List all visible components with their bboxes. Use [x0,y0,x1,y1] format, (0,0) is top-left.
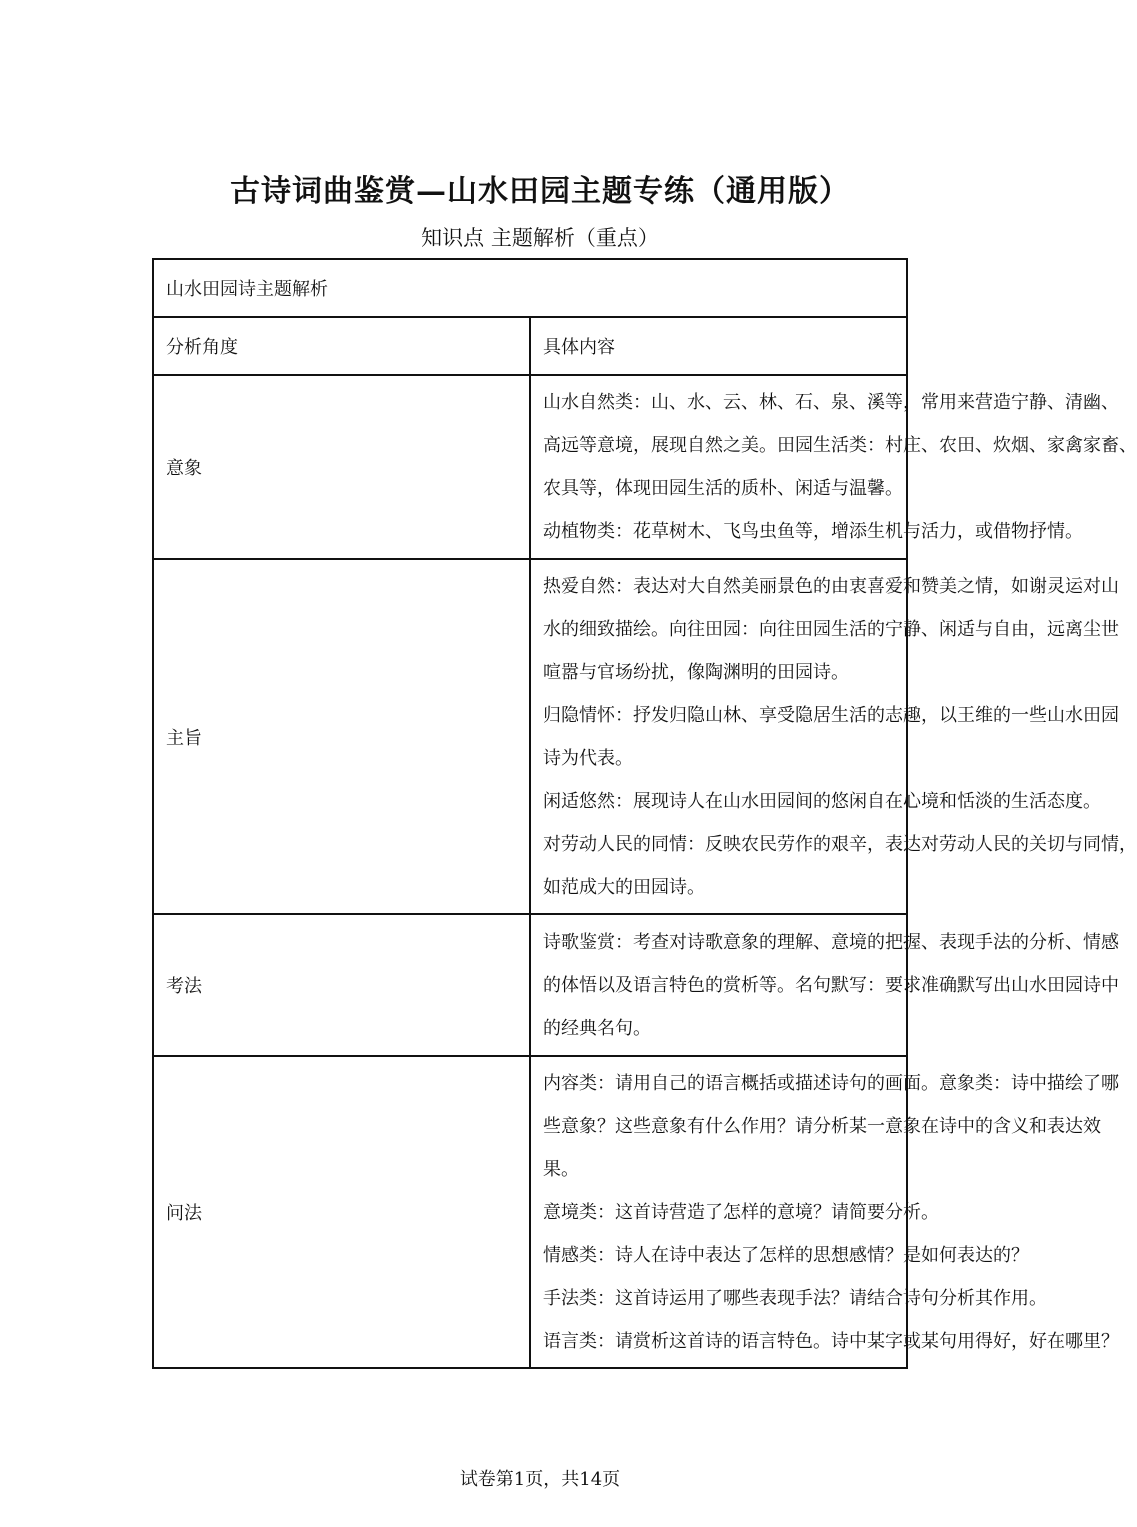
table-row [153,559,907,914]
header-specific-content: 具体内容 [530,317,907,375]
content-line: 水的细致描绘。向往田园：向往田园生活的宁静、闲适与自由，远离尘世 [543,618,1119,640]
content-line: 意境类：这首诗营造了怎样的意境？请简要分析。 [543,1201,939,1223]
row-content [530,375,1137,559]
content-line: 如范成大的田园诗。 [543,876,705,898]
content-line: 对劳动人民的同情：反映农民劳作的艰辛，表达对劳动人民的关切与同情， [543,833,1137,855]
table-caption-row [153,259,907,317]
content-line: 高远等意境，展现自然之美。田园生活类：村庄、农田、炊烟、家禽家畜、 [543,435,1137,456]
row-label: 考法 [153,914,530,1056]
content-line: 的经典名句。 [543,1017,651,1039]
content-line: 诗为代表。 [543,747,633,769]
table-row [153,375,907,559]
table-row [153,914,907,1056]
content-line: 内容类：请用自己的语言概括或描述诗句的画面。意象类：诗中描绘了哪 [543,1072,1119,1094]
row-label: 意象 [153,375,530,559]
page-title: 古诗词曲鉴赏—山水田园主题专练（通用版） [230,174,850,209]
content-line: 闲适悠然：展现诗人在山水田园间的悠闲自在心境和恬淡的生活态度。 [543,790,1101,812]
row-label: 问法 [153,1056,530,1368]
content-line: 热爱自然：表达对大自然美丽景色的由衷喜爱和赞美之情，如谢灵运对山 [543,575,1119,597]
content-line: 情感类：诗人在诗中表达了怎样的思想感情？是如何表达的？ [543,1244,1029,1266]
content-line: 果。 [543,1158,579,1180]
table-header-row [153,317,907,375]
content-line: 语言类：请赏析这首诗的语言特色。诗中某字或某句用得好，好在哪里？ [543,1330,1119,1352]
content-line: 动植物类：花草树木、飞鸟虫鱼等，增添生机与活力，或借物抒情。 [543,521,1083,542]
content-line: 山水自然类：山、水、云、林、石、泉、溪等，常用来营造宁静、清幽、 [543,392,1119,413]
content-line: 诗歌鉴赏：考查对诗歌意象的理解、意境的把握、表现手法的分析、情感 [543,931,1119,953]
row-content [530,559,1137,914]
content-line: 农具等，体现田园生活的质朴、闲适与温馨。 [543,478,903,499]
content-line: 些意象？这些意象有什么作用？请分析某一意象在诗中的含义和表达效 [543,1115,1101,1137]
content-line: 喧嚣与官场纷扰，像陶渊明的田园诗。 [543,661,849,683]
content-line: 的体悟以及语言特色的赏析等。名句默写：要求准确默写出山水田园诗中 [543,974,1119,996]
row-content [530,1056,1119,1368]
analysis-table [152,258,1137,1369]
header-analysis-angle: 分析角度 [153,317,530,375]
row-label: 主旨 [153,559,530,914]
table-row [153,1056,907,1368]
content-line: 手法类：这首诗运用了哪些表现手法？请结合诗句分析其作用。 [543,1287,1047,1309]
row-content [530,914,1119,1056]
table-caption: 山水田园诗主题解析 [153,259,907,317]
page-subtitle: 知识点 主题解析（重点） [421,226,659,250]
content-line: 归隐情怀：抒发归隐山林、享受隐居生活的志趣，以王维的一些山水田园 [543,704,1119,726]
page-footer: 试卷第1页，共14页 [459,1469,621,1490]
